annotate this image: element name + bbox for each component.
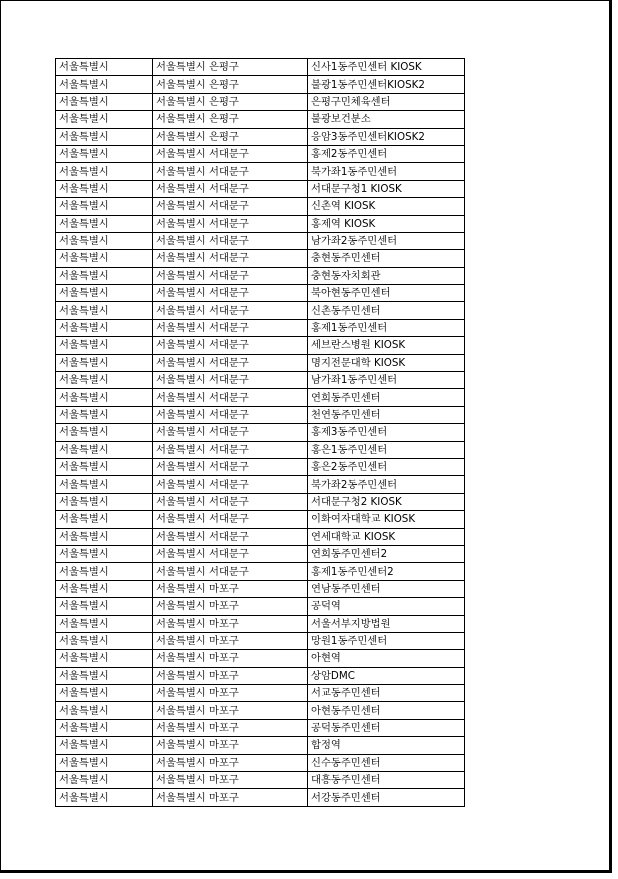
location-cell: 불광1동주민센터KIOSK2 xyxy=(308,76,465,93)
location-cell: 아현동주민센터 xyxy=(308,702,465,719)
district-cell: 서울특별시 서대문구 xyxy=(153,528,308,545)
location-cell: 신사1동주민센터 KIOSK xyxy=(308,59,465,76)
location-cell: 북가좌2동주민센터 xyxy=(308,476,465,493)
table-row xyxy=(56,598,465,615)
location-cell: 응암3동주민센터KIOSK2 xyxy=(308,128,465,145)
table-row xyxy=(56,93,465,110)
district-cell: 서울특별시 서대문구 xyxy=(153,406,308,423)
location-cell: 천연동주민센터 xyxy=(308,406,465,423)
city-cell: 서울특별시 xyxy=(56,754,153,771)
city-cell: 서울특별시 xyxy=(56,719,153,736)
location-cell: 충현동주민센터 xyxy=(308,250,465,267)
district-cell: 서울특별시 서대문구 xyxy=(153,458,308,475)
district-cell: 서울특별시 서대문구 xyxy=(153,337,308,354)
district-cell: 서울특별시 서대문구 xyxy=(153,493,308,510)
district-cell: 서울특별시 서대문구 xyxy=(153,319,308,336)
city-cell: 서울특별시 xyxy=(56,180,153,197)
table-row xyxy=(56,59,465,76)
district-cell: 서울특별시 마포구 xyxy=(153,615,308,632)
location-cell: 공덕동주민센터 xyxy=(308,719,465,736)
city-cell: 서울특별시 xyxy=(56,319,153,336)
city-cell: 서울특별시 xyxy=(56,563,153,580)
location-cell: 대흥동주민센터 xyxy=(308,772,465,789)
table-row xyxy=(56,772,465,789)
city-cell: 서울특별시 xyxy=(56,285,153,302)
city-cell: 서울특별시 xyxy=(56,76,153,93)
city-cell: 서울특별시 xyxy=(56,772,153,789)
table-row xyxy=(56,650,465,667)
table-row xyxy=(56,406,465,423)
location-cell: 불광보건분소 xyxy=(308,111,465,128)
city-cell: 서울특별시 xyxy=(56,198,153,215)
district-cell: 서울특별시 서대문구 xyxy=(153,285,308,302)
district-cell: 서울특별시 마포구 xyxy=(153,580,308,597)
location-cell: 남가좌2동주민센터 xyxy=(308,232,465,249)
table-row xyxy=(56,232,465,249)
location-cell: 신촌역 KIOSK xyxy=(308,198,465,215)
table-row xyxy=(56,615,465,632)
district-cell: 서울특별시 마포구 xyxy=(153,667,308,684)
table-row xyxy=(56,354,465,371)
location-cell: 홍제3동주민센터 xyxy=(308,424,465,441)
table-row xyxy=(56,511,465,528)
location-cell: 남가좌1동주민센터 xyxy=(308,372,465,389)
city-cell: 서울특별시 xyxy=(56,580,153,597)
city-cell: 서울특별시 xyxy=(56,667,153,684)
city-cell: 서울특별시 xyxy=(56,511,153,528)
district-cell: 서울특별시 은평구 xyxy=(153,76,308,93)
location-cell: 서울서부지방법원 xyxy=(308,615,465,632)
location-cell: 공덕역 xyxy=(308,598,465,615)
district-cell: 서울특별시 마포구 xyxy=(153,754,308,771)
location-cell: 홍제1동주민센터 xyxy=(308,319,465,336)
city-cell: 서울특별시 xyxy=(56,650,153,667)
city-cell: 서울특별시 xyxy=(56,337,153,354)
city-cell: 서울특별시 xyxy=(56,59,153,76)
district-cell: 서울특별시 서대문구 xyxy=(153,302,308,319)
city-cell: 서울특별시 xyxy=(56,232,153,249)
district-cell: 서울특별시 마포구 xyxy=(153,598,308,615)
district-cell: 서울특별시 서대문구 xyxy=(153,389,308,406)
city-cell: 서울특별시 xyxy=(56,702,153,719)
kiosk-location-table xyxy=(55,58,465,807)
city-cell: 서울특별시 xyxy=(56,406,153,423)
city-cell: 서울특별시 xyxy=(56,528,153,545)
city-cell: 서울특별시 xyxy=(56,250,153,267)
table-row xyxy=(56,754,465,771)
district-cell: 서울특별시 은평구 xyxy=(153,111,308,128)
table-row xyxy=(56,632,465,649)
location-cell: 홍제2동주민센터 xyxy=(308,145,465,162)
district-cell: 서울특별시 서대문구 xyxy=(153,563,308,580)
location-cell: 북가좌1동주민센터 xyxy=(308,163,465,180)
district-cell: 서울특별시 서대문구 xyxy=(153,267,308,284)
district-cell: 서울특별시 마포구 xyxy=(153,685,308,702)
location-cell: 상암DMC xyxy=(308,667,465,684)
table-row xyxy=(56,128,465,145)
table-row xyxy=(56,476,465,493)
city-cell: 서울특별시 xyxy=(56,615,153,632)
table-row xyxy=(56,441,465,458)
table-row xyxy=(56,389,465,406)
district-cell: 서울특별시 서대문구 xyxy=(153,476,308,493)
location-cell: 신촌동주민센터 xyxy=(308,302,465,319)
city-cell: 서울특별시 xyxy=(56,215,153,232)
district-cell: 서울특별시 서대문구 xyxy=(153,163,308,180)
city-cell: 서울특별시 xyxy=(56,424,153,441)
location-cell: 연세대학교 KIOSK xyxy=(308,528,465,545)
district-cell: 서울특별시 마포구 xyxy=(153,632,308,649)
city-cell: 서울특별시 xyxy=(56,128,153,145)
district-cell: 서울특별시 서대문구 xyxy=(153,250,308,267)
table-row xyxy=(56,685,465,702)
district-cell: 서울특별시 서대문구 xyxy=(153,145,308,162)
table-row xyxy=(56,737,465,754)
table-row xyxy=(56,580,465,597)
location-cell: 홍은1동주민센터 xyxy=(308,441,465,458)
location-cell: 서대문구청1 KIOSK xyxy=(308,180,465,197)
district-cell: 서울특별시 은평구 xyxy=(153,128,308,145)
district-cell: 서울특별시 마포구 xyxy=(153,702,308,719)
location-cell: 이화여자대학교 KIOSK xyxy=(308,511,465,528)
district-cell: 서울특별시 마포구 xyxy=(153,650,308,667)
district-cell: 서울특별시 은평구 xyxy=(153,93,308,110)
table-row xyxy=(56,319,465,336)
city-cell: 서울특별시 xyxy=(56,93,153,110)
district-cell: 서울특별시 서대문구 xyxy=(153,511,308,528)
table-row xyxy=(56,198,465,215)
table-row xyxy=(56,111,465,128)
district-cell: 서울특별시 서대문구 xyxy=(153,215,308,232)
location-cell: 홍제역 KIOSK xyxy=(308,215,465,232)
city-cell: 서울특별시 xyxy=(56,737,153,754)
district-cell: 서울특별시 서대문구 xyxy=(153,372,308,389)
district-cell: 서울특별시 은평구 xyxy=(153,59,308,76)
city-cell: 서울특별시 xyxy=(56,458,153,475)
location-cell: 서대문구청2 KIOSK xyxy=(308,493,465,510)
district-cell: 서울특별시 서대문구 xyxy=(153,545,308,562)
city-cell: 서울특별시 xyxy=(56,372,153,389)
location-cell: 홍제1동주민센터2 xyxy=(308,563,465,580)
location-cell: 연남동주민센터 xyxy=(308,580,465,597)
table-row xyxy=(56,458,465,475)
table-row xyxy=(56,719,465,736)
city-cell: 서울특별시 xyxy=(56,145,153,162)
table-row xyxy=(56,789,465,806)
district-cell: 서울특별시 서대문구 xyxy=(153,180,308,197)
district-cell: 서울특별시 마포구 xyxy=(153,719,308,736)
table-row xyxy=(56,424,465,441)
city-cell: 서울특별시 xyxy=(56,632,153,649)
city-cell: 서울특별시 xyxy=(56,111,153,128)
district-cell: 서울특별시 서대문구 xyxy=(153,354,308,371)
city-cell: 서울특별시 xyxy=(56,545,153,562)
table-row xyxy=(56,163,465,180)
table-body xyxy=(56,59,465,807)
location-cell: 북아현동주민센터 xyxy=(308,285,465,302)
city-cell: 서울특별시 xyxy=(56,389,153,406)
table-row xyxy=(56,145,465,162)
city-cell: 서울특별시 xyxy=(56,493,153,510)
city-cell: 서울특별시 xyxy=(56,789,153,806)
location-cell: 합정역 xyxy=(308,737,465,754)
city-cell: 서울특별시 xyxy=(56,267,153,284)
table-row xyxy=(56,302,465,319)
location-cell: 연희동주민센터 xyxy=(308,389,465,406)
location-cell: 명지전문대학 KIOSK xyxy=(308,354,465,371)
district-cell: 서울특별시 서대문구 xyxy=(153,232,308,249)
location-cell: 아현역 xyxy=(308,650,465,667)
district-cell: 서울특별시 마포구 xyxy=(153,737,308,754)
table-row xyxy=(56,267,465,284)
city-cell: 서울특별시 xyxy=(56,476,153,493)
location-cell: 홍은2동주민센터 xyxy=(308,458,465,475)
district-cell: 서울특별시 서대문구 xyxy=(153,441,308,458)
location-cell: 신수동주민센터 xyxy=(308,754,465,771)
district-cell: 서울특별시 서대문구 xyxy=(153,424,308,441)
location-cell: 연희동주민센터2 xyxy=(308,545,465,562)
city-cell: 서울특별시 xyxy=(56,441,153,458)
location-cell: 망원1동주민센터 xyxy=(308,632,465,649)
table-row xyxy=(56,215,465,232)
table-row xyxy=(56,285,465,302)
table-row xyxy=(56,180,465,197)
city-cell: 서울특별시 xyxy=(56,685,153,702)
district-cell: 서울특별시 마포구 xyxy=(153,789,308,806)
table-row xyxy=(56,563,465,580)
location-cell: 세브란스병원 KIOSK xyxy=(308,337,465,354)
table-row xyxy=(56,545,465,562)
table-row xyxy=(56,702,465,719)
table-row xyxy=(56,528,465,545)
city-cell: 서울특별시 xyxy=(56,354,153,371)
location-cell: 충현동자치회관 xyxy=(308,267,465,284)
location-cell: 서강동주민센터 xyxy=(308,789,465,806)
location-cell: 서교동주민센터 xyxy=(308,685,465,702)
table-row xyxy=(56,372,465,389)
table-row xyxy=(56,250,465,267)
district-cell: 서울특별시 마포구 xyxy=(153,772,308,789)
location-cell: 은평구민체육센터 xyxy=(308,93,465,110)
city-cell: 서울특별시 xyxy=(56,598,153,615)
district-cell: 서울특별시 서대문구 xyxy=(153,198,308,215)
table-row xyxy=(56,667,465,684)
table-row xyxy=(56,493,465,510)
table-row xyxy=(56,337,465,354)
city-cell: 서울특별시 xyxy=(56,163,153,180)
table-row xyxy=(56,76,465,93)
city-cell: 서울특별시 xyxy=(56,302,153,319)
